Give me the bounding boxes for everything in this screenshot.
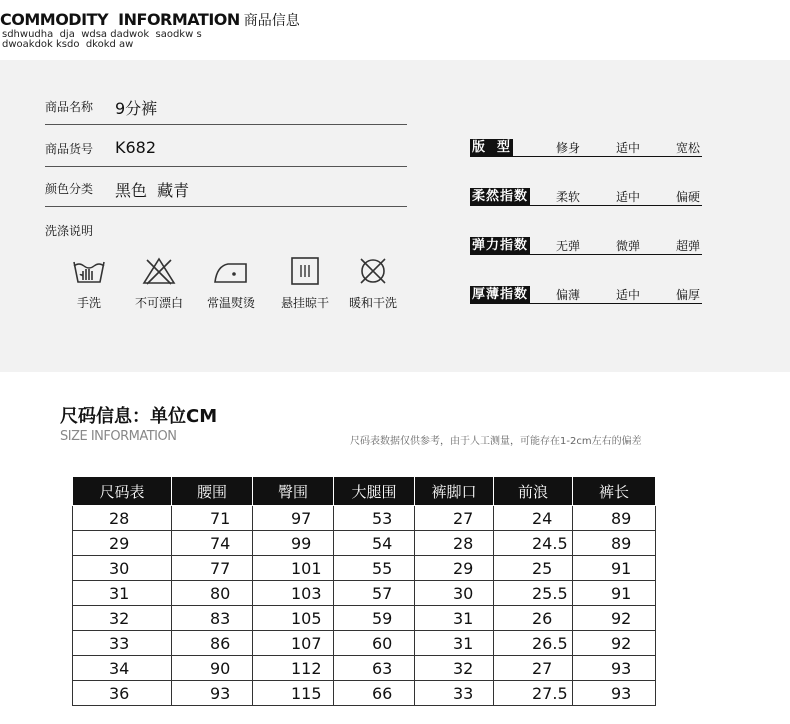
table-cell: 92	[573, 631, 656, 656]
wash-item-no-bleach	[124, 256, 194, 311]
no-bleach-icon	[141, 256, 177, 286]
rating-thickness-opt-2: 适中	[616, 288, 641, 302]
product-code-row	[45, 138, 407, 167]
no-dry-clean-icon	[357, 256, 389, 286]
wash-label-hand: 手洗	[76, 296, 101, 310]
product-code-label: 商品货号	[45, 142, 94, 156]
table-cell: 57	[334, 581, 415, 606]
table-cell: 112	[253, 656, 334, 681]
hand-wash-icon	[71, 256, 107, 286]
rating-thickness-line	[470, 303, 702, 304]
table-cell: 89	[573, 531, 656, 556]
wash-label-hang-dry: 悬挂晾干	[280, 296, 329, 310]
header-title-cn: 商品信息	[243, 13, 300, 29]
table-cell: 34	[73, 656, 172, 681]
table-cell: 55	[334, 556, 415, 581]
rating-elasticity	[470, 237, 702, 255]
product-name-row	[45, 96, 407, 125]
table-cell: 66	[334, 681, 415, 706]
rating-fit-opt-3: 宽松	[676, 141, 701, 155]
wash-item-dry-clean	[338, 256, 408, 311]
table-cell: 63	[334, 656, 415, 681]
table-cell: 31	[415, 606, 494, 631]
size-section-title: 尺码信息：单位CM	[60, 406, 218, 427]
size-col-header: 大腿围	[334, 477, 415, 506]
product-name-value: 9分裤	[115, 99, 158, 118]
table-cell: 93	[573, 681, 656, 706]
wash-item-iron	[196, 256, 266, 311]
rating-thickness	[470, 286, 702, 304]
rating-softness-line	[470, 205, 702, 206]
rating-fit-opt-1: 修身	[556, 141, 581, 155]
table-cell: 30	[73, 556, 172, 581]
wash-item-hand-wash	[54, 256, 124, 311]
table-row	[73, 681, 656, 706]
wash-instructions-label: 洗涤说明	[45, 224, 94, 238]
table-cell: 28	[415, 531, 494, 556]
table-cell: 33	[73, 631, 172, 656]
table-cell: 29	[73, 531, 172, 556]
table-cell: 26	[494, 606, 573, 631]
table-cell: 90	[172, 656, 253, 681]
product-name-label: 商品名称	[45, 100, 94, 114]
table-cell: 25.5	[494, 581, 573, 606]
table-cell: 27	[415, 506, 494, 531]
table-cell: 59	[334, 606, 415, 631]
table-cell: 91	[573, 581, 656, 606]
table-row	[73, 531, 656, 556]
product-info-panel	[0, 60, 790, 372]
rating-thickness-title: 厚薄指数	[472, 287, 529, 302]
size-table-body	[73, 506, 656, 706]
table-cell: 74	[172, 531, 253, 556]
table-cell: 83	[172, 606, 253, 631]
table-cell: 93	[573, 656, 656, 681]
table-cell: 32	[415, 656, 494, 681]
table-cell: 86	[172, 631, 253, 656]
table-cell: 99	[253, 531, 334, 556]
rating-fit	[470, 139, 702, 157]
table-cell: 36	[73, 681, 172, 706]
table-cell: 93	[172, 681, 253, 706]
product-color-label: 颜色分类	[45, 182, 94, 196]
rating-fit-line	[470, 156, 702, 157]
table-row	[73, 506, 656, 531]
size-col-header: 裤长	[573, 477, 656, 506]
table-cell: 105	[253, 606, 334, 631]
wash-label-no-bleach: 不可漂白	[134, 296, 183, 310]
size-col-header: 裤脚口	[415, 477, 494, 506]
page-header	[0, 10, 300, 50]
product-color-row	[45, 178, 407, 207]
header-title: COMMODITY INFORMATION	[0, 10, 240, 29]
table-cell: 89	[573, 506, 656, 531]
table-cell: 29	[415, 556, 494, 581]
table-cell: 91	[573, 556, 656, 581]
product-code-value: K682	[115, 138, 157, 157]
table-row	[73, 556, 656, 581]
size-col-header: 尺码表	[73, 477, 172, 506]
table-cell: 54	[334, 531, 415, 556]
rating-thickness-opt-1: 偏薄	[556, 288, 581, 302]
table-cell: 25	[494, 556, 573, 581]
header-sub-1: sdhwudha dja wdsa dadwok saodkw s	[2, 29, 202, 40]
table-cell: 32	[73, 606, 172, 631]
table-cell: 115	[253, 681, 334, 706]
table-cell: 60	[334, 631, 415, 656]
wash-item-hang-dry	[270, 256, 340, 311]
rating-fit-opt-2: 适中	[616, 141, 641, 155]
table-cell: 31	[415, 631, 494, 656]
table-row	[73, 631, 656, 656]
rating-fit-title: 版 型	[472, 140, 512, 155]
table-cell: 107	[253, 631, 334, 656]
table-cell: 92	[573, 606, 656, 631]
table-cell: 77	[172, 556, 253, 581]
table-cell: 97	[253, 506, 334, 531]
rating-elasticity-opt-2: 微弹	[616, 239, 641, 253]
table-cell: 26.5	[494, 631, 573, 656]
table-cell: 28	[73, 506, 172, 531]
table-row	[73, 581, 656, 606]
table-row	[73, 606, 656, 631]
table-cell: 30	[415, 581, 494, 606]
table-cell: 53	[334, 506, 415, 531]
table-row	[73, 656, 656, 681]
table-cell: 101	[253, 556, 334, 581]
table-cell: 71	[172, 506, 253, 531]
size-table	[72, 476, 656, 706]
hang-dry-icon	[289, 256, 321, 286]
product-color-value: 黑色 藏青	[115, 181, 190, 200]
size-table-header	[73, 477, 656, 506]
size-col-header: 腰围	[172, 477, 253, 506]
rating-elasticity-line	[470, 254, 702, 255]
rating-elasticity-opt-1: 无弹	[556, 239, 581, 253]
rating-thickness-opt-3: 偏厚	[676, 288, 701, 302]
rating-softness-opt-3: 偏硬	[676, 190, 701, 204]
table-cell: 27.5	[494, 681, 573, 706]
size-col-header: 前浪	[494, 477, 573, 506]
table-cell: 27	[494, 656, 573, 681]
table-cell: 33	[415, 681, 494, 706]
table-cell: 103	[253, 581, 334, 606]
table-cell: 31	[73, 581, 172, 606]
size-col-header: 臀围	[253, 477, 334, 506]
iron-icon	[212, 256, 250, 286]
rating-softness-opt-2: 适中	[616, 190, 641, 204]
table-cell: 24	[494, 506, 573, 531]
rating-elasticity-title: 弹力指数	[472, 238, 529, 253]
wash-label-iron: 常温熨烫	[206, 296, 255, 310]
table-cell: 24.5	[494, 531, 573, 556]
size-section-subtitle: SIZE INFORMATION	[60, 429, 177, 444]
wash-label-dry-clean: 暖和干洗	[348, 296, 397, 310]
size-note: 尺码表数据仅供参考，由于人工测量，可能存在1-2cm左右的偏差	[350, 436, 642, 447]
rating-softness-title: 柔然指数	[472, 189, 529, 204]
rating-softness-opt-1: 柔软	[556, 190, 581, 204]
rating-elasticity-opt-3: 超弹	[676, 239, 701, 253]
rating-softness	[470, 188, 702, 206]
header-sub-2: dwoakdok ksdo dkokd aw	[2, 39, 134, 50]
table-cell: 80	[172, 581, 253, 606]
